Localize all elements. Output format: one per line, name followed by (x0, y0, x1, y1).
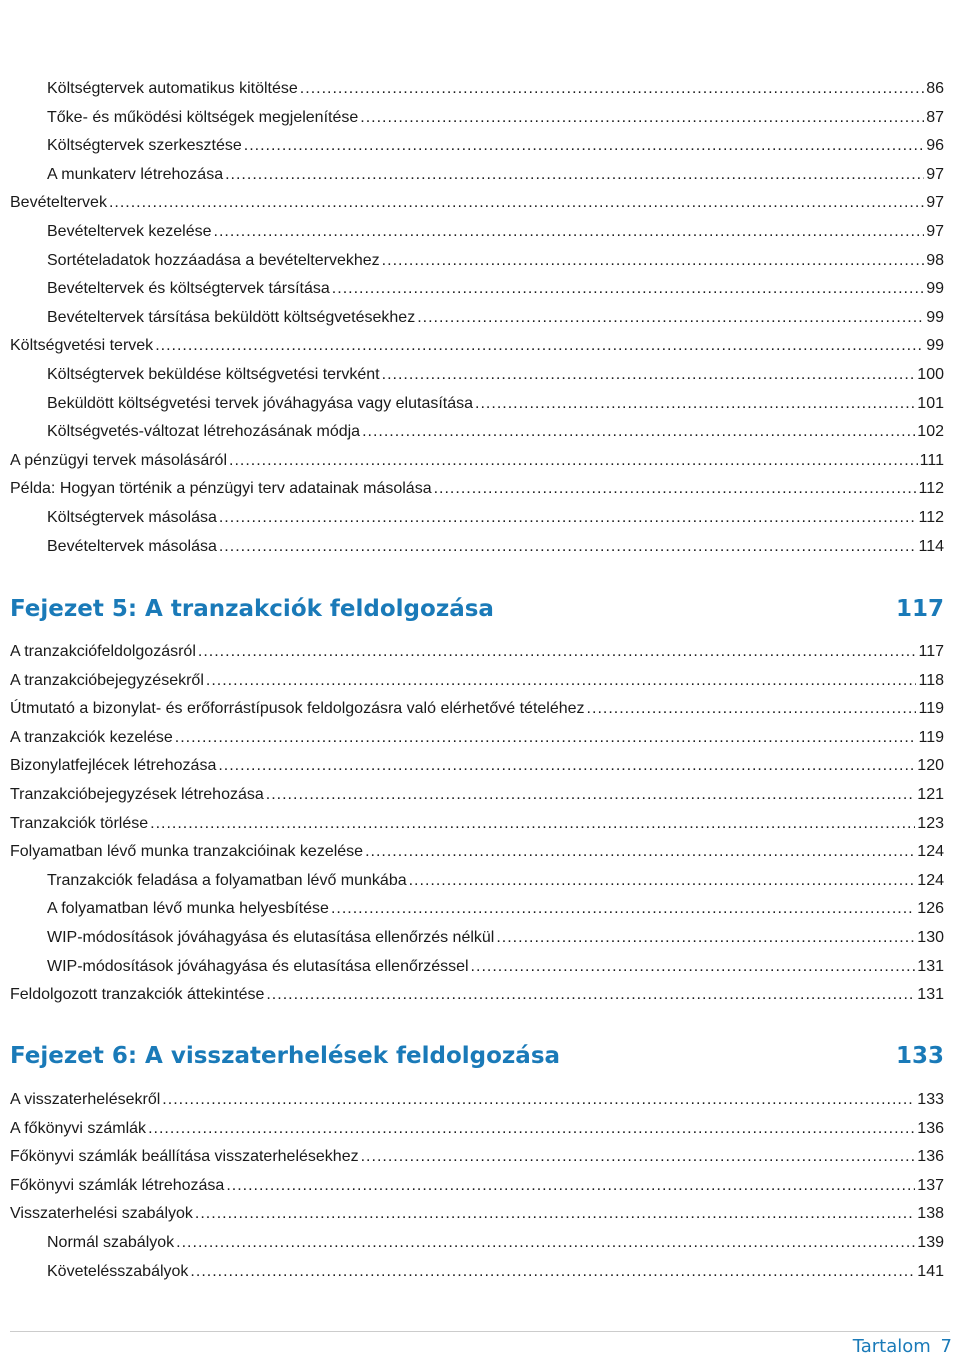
toc-entry[interactable] (10, 1172, 944, 1200)
toc-entry-title: Költségtervek másolása (47, 509, 217, 526)
dot-leader (365, 838, 915, 866)
toc-entry-page: 100 (917, 366, 944, 383)
toc-entry-title: Bevételtervek kezelése (47, 223, 212, 240)
toc-entry-title: A tranzakciófeldolgozásról (10, 643, 196, 660)
toc-entry-title: Beküldött költségvetési tervek jóváhagyása vagy elutasítása (47, 394, 474, 412)
dot-leader (360, 104, 924, 132)
toc-entry[interactable] (47, 895, 944, 923)
dot-leader (332, 275, 924, 303)
toc-entry-page: 136 (917, 1119, 944, 1137)
dot-leader (195, 1200, 915, 1228)
toc-entry-title: WIP-módosítások jóváhagyása és elutasítása ellenőrzés nélkül (47, 929, 495, 946)
toc-entry-title: Bizonylatfejlécek létrehozása (10, 757, 217, 775)
toc-entry-page: 131 (917, 986, 944, 1004)
dot-leader (382, 247, 925, 275)
toc-entry[interactable] (10, 781, 944, 809)
chapter-5-heading[interactable] (10, 596, 944, 622)
toc-entry-page: 102 (917, 423, 944, 441)
dot-leader (175, 724, 917, 752)
toc-entry-title: Bevételtervek és költségtervek társítása (47, 280, 330, 298)
toc-entry[interactable] (47, 867, 944, 895)
dot-leader (109, 189, 924, 217)
dot-leader (361, 1143, 916, 1171)
toc-entry-title: Költségtervek beküldése költségvetési tervként (47, 366, 380, 383)
toc-entry-page: 112 (918, 480, 944, 498)
dot-leader (155, 332, 924, 360)
toc-entry-title: Főkönyvi számlák beállítása visszaterhelésekhez (10, 1148, 359, 1166)
toc-entry-title: A tranzakciók kezelése (10, 728, 173, 746)
dot-leader (266, 981, 915, 1009)
toc-entry[interactable] (10, 695, 944, 723)
toc-entry-page: 137 (917, 1176, 944, 1194)
toc-entry[interactable] (10, 1200, 944, 1228)
toc-entry-title: A tranzakcióbejegyzésekről (10, 671, 204, 689)
toc-entry[interactable] (47, 924, 944, 952)
toc-entry-page: 101 (917, 394, 944, 412)
toc-entry[interactable] (47, 304, 944, 332)
toc-entry[interactable] (47, 418, 944, 446)
toc-entry-page: 119 (918, 728, 944, 746)
toc-entry-title: Példa: Hogyan történik a pénzügyi terv adatainak másolása (10, 480, 432, 498)
toc-entry-page: 139 (917, 1234, 944, 1251)
toc-entry-page: 124 (917, 871, 944, 889)
toc-entry[interactable] (10, 447, 944, 475)
toc-entry-page: 133 (917, 1091, 944, 1108)
toc-entry[interactable] (47, 533, 944, 561)
toc-entry-page: 112 (918, 509, 944, 526)
toc-entry-title: Feldolgozott tranzakciók áttekintése (10, 986, 265, 1004)
dot-leader (434, 475, 917, 503)
toc-entry-page: 124 (917, 843, 944, 861)
toc-entry-title: Költségvetési tervek (10, 337, 154, 355)
dot-leader (417, 304, 924, 332)
toc-entry-page: 119 (918, 700, 944, 718)
toc-entry-page: 120 (917, 757, 944, 775)
toc-entry-title: Sortételadatok hozzáadása a bevételtervekhez (47, 251, 380, 269)
toc-entry-title: A folyamatban lévő munka helyesbítése (47, 900, 329, 918)
toc-entry[interactable] (47, 161, 944, 189)
dot-leader (162, 1086, 915, 1114)
toc-entry-page: 131 (917, 957, 944, 975)
toc-entry[interactable] (10, 638, 944, 666)
toc-entry-title: Normál szabályok (47, 1234, 175, 1251)
toc-entry-title: Útmutató a bizonylat- és erőforrástípusok feldolgozásra való elérhetővé tételéhez (10, 700, 585, 718)
dot-leader (244, 132, 924, 160)
toc-entry[interactable] (47, 504, 944, 532)
dot-leader (382, 361, 916, 389)
dot-leader (226, 1172, 915, 1200)
dot-leader (362, 418, 915, 446)
footer-page-number: 7 (940, 1336, 952, 1357)
dot-leader (225, 161, 924, 189)
toc-entry-page: 99 (926, 280, 944, 298)
toc-entry[interactable] (47, 75, 944, 103)
dot-leader (331, 895, 915, 923)
chapter-page: 133 (895, 1043, 944, 1069)
toc-entry[interactable] (10, 1143, 944, 1171)
toc-entry[interactable] (10, 475, 944, 503)
toc-entry-title: A visszaterhelésekről (10, 1091, 161, 1108)
toc-entry-page: 138 (917, 1205, 944, 1223)
page-footer (853, 1336, 952, 1357)
toc-entry[interactable] (47, 132, 944, 160)
toc-entry-title: WIP-módosítások jóváhagyása és elutasítása ellenőrzéssel (47, 957, 469, 975)
dot-leader (198, 638, 917, 666)
toc-entry[interactable] (10, 810, 944, 838)
toc-entry[interactable] (10, 189, 944, 217)
toc-entry-page: 136 (917, 1148, 944, 1166)
dot-leader (409, 867, 916, 895)
toc-entry-page: 96 (926, 137, 944, 155)
toc-entry[interactable] (47, 247, 944, 275)
toc-entry-page: 97 (926, 165, 944, 183)
toc-entry-title: Tranzakciók törlése (10, 814, 149, 832)
toc-entry-title: Főkönyvi számlák létrehozása (10, 1176, 225, 1194)
toc-entry[interactable] (47, 361, 944, 389)
dot-leader (219, 504, 917, 532)
dot-leader (218, 752, 915, 780)
toc-entry-page: 126 (917, 900, 944, 918)
toc-entry-page: 98 (926, 251, 944, 269)
toc-entry[interactable] (47, 390, 944, 418)
toc-entry-title: Tranzakciók feladása a folyamatban lévő munkába (47, 871, 407, 889)
toc-entry[interactable] (47, 1258, 944, 1286)
toc-entry[interactable] (10, 332, 944, 360)
dot-leader (587, 695, 917, 723)
chapter-title: Fejezet 6: A visszaterhelések feldolgozása (10, 1043, 561, 1069)
toc-entry[interactable] (10, 667, 944, 695)
toc-entry-page: 97 (926, 194, 944, 212)
dot-leader (266, 781, 916, 809)
toc-entry-title: A pénzügyi tervek másolásáról (10, 451, 227, 469)
toc-entry[interactable] (10, 838, 944, 866)
toc-entry-page: 99 (926, 308, 944, 326)
toc-entry-title: Költségtervek szerkesztése (47, 137, 242, 155)
toc-entry-title: Bevételtervek másolása (47, 537, 217, 555)
toc-entry[interactable] (47, 218, 944, 246)
dot-leader (496, 924, 915, 952)
dot-leader (229, 447, 918, 475)
toc-entry-title: Bevételtervek (10, 194, 107, 212)
toc-entry-title: Tőke- és működési költségek megjelenítése (47, 108, 359, 126)
toc-entry-title: A munkaterv létrehozása (47, 165, 224, 183)
toc-entry[interactable] (47, 953, 944, 981)
toc-entry-title: Költségtervek automatikus kitöltése (47, 80, 298, 97)
dot-leader (150, 810, 915, 838)
dot-leader (300, 75, 924, 103)
toc-entry-title: Folyamatban lévő munka tranzakcióinak kezelése (10, 843, 364, 861)
chapter-6-heading[interactable] (10, 1043, 944, 1069)
dot-leader (148, 1115, 915, 1143)
toc-entry-title: Bevételtervek társítása beküldött költségvetésekhez (47, 308, 416, 326)
toc-entry-page: 111 (919, 451, 944, 469)
toc-entry-page: 118 (918, 671, 944, 689)
footer-divider (10, 1331, 950, 1332)
toc-entry-page: 121 (917, 786, 944, 803)
footer-label: Tartalom (852, 1336, 931, 1357)
toc-entry[interactable] (10, 1115, 944, 1143)
chapter-page: 117 (895, 596, 944, 622)
toc-entry[interactable] (47, 1229, 944, 1257)
toc-entry[interactable] (10, 752, 944, 780)
dot-leader (176, 1229, 915, 1257)
toc-entry-page: 86 (926, 80, 944, 97)
toc-entry[interactable] (47, 275, 944, 303)
toc-entry-page: 130 (917, 929, 944, 946)
dot-leader (475, 390, 915, 418)
toc-entry-title: Költségvetés-változat létrehozásának módja (47, 423, 361, 441)
toc-entry-title: A főkönyvi számlák (10, 1119, 147, 1137)
toc-entry-page: 99 (926, 337, 944, 355)
toc-entry-page: 114 (918, 537, 944, 555)
dot-leader (214, 218, 925, 246)
dot-leader (219, 533, 917, 561)
toc-entry[interactable] (10, 1086, 944, 1114)
chapter-title: Fejezet 5: A tranzakciók feldolgozása (10, 596, 494, 622)
dot-leader (471, 953, 916, 981)
toc-entry-page: 117 (918, 643, 944, 660)
toc-entry-page: 141 (917, 1262, 944, 1280)
toc-entry-title: Visszaterhelési szabályok (10, 1205, 193, 1223)
toc-entry-title: Tranzakcióbejegyzések létrehozása (10, 786, 264, 803)
toc-entry-page: 87 (926, 108, 944, 126)
dot-leader (206, 667, 917, 695)
dot-leader (190, 1258, 915, 1286)
toc-entry[interactable] (47, 104, 944, 132)
toc-entry-page: 123 (917, 814, 944, 832)
toc-entry[interactable] (10, 724, 944, 752)
toc-entry[interactable] (10, 981, 944, 1009)
toc-entry-title: Követelésszabályok (47, 1262, 189, 1280)
toc-entry-page: 97 (926, 223, 944, 240)
